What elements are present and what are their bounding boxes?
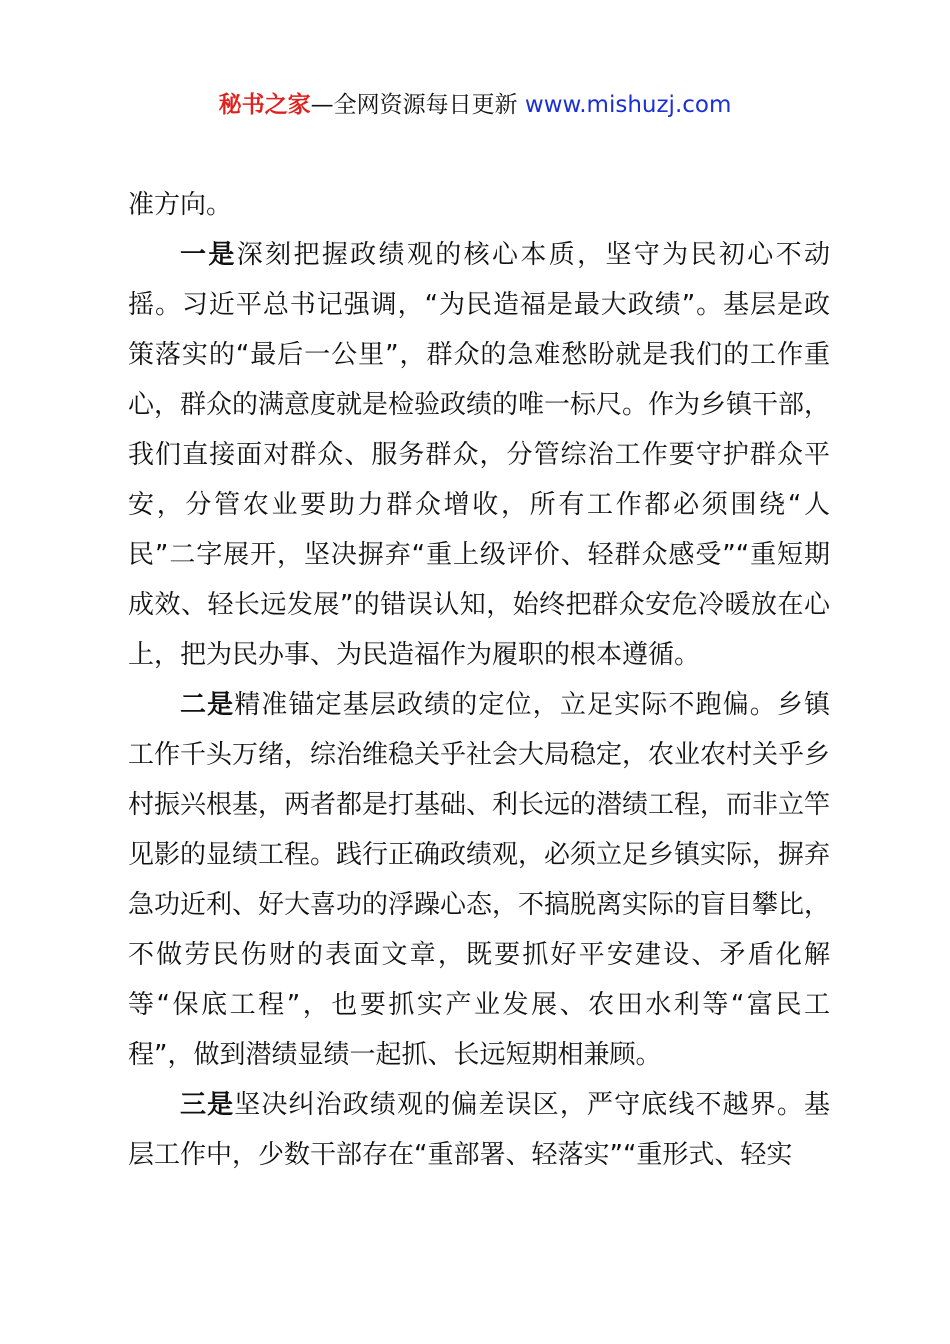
paragraph-lead: 二是 <box>180 690 235 720</box>
paragraph-lead: 三是 <box>180 1090 235 1120</box>
paragraph-text: 深刻把握政绩观的核心本质，坚守为民初心不动摇。习近平总书记强调，“为民造福是最大政绩”。基层是政策落实的“最后一公里”，群众的急难愁盼就是我们的工作重心，群众的满意度就是检验政绩的唯一标尺。作为乡镇干部，我们直接面对群众、服务群众，分管综治工作要守护群众平安，分管农业要助力群众增收，所有工作都必须围绕“人民”二字展开，坚决摒弃“重上级评价、轻群众感受”“重短期成效、轻长远发展”的错误认知，始终把群众安危冷暖放在心上，把为民办事、为民造福作为履职的根本遵循。 <box>128 240 831 670</box>
header-tagline: 全网资源每日更新 <box>333 92 518 118</box>
paragraph-text: 精准锚定基层政绩的定位，立足实际不跑偏。乡镇工作千头万绪，综治维稳关乎社会大局稳定，农业农村关乎乡村振兴根基，两者都是打基础、利长远的潜绩工程，而非立竿见影的显绩工程。践行正确政绩观，必须立足乡镇实际，摒弃急功近利、好大喜功的浮躁心态，不搞脱离实际的盲目攀比，不做劳民伤财的表面文章，既要抓好平安建设、矛盾化解等“保底工程”，也要抓实产业发展、农田水利等“富民工程”，做到潜绩显绩一起抓、长远短期相兼顾。 <box>128 690 831 1070</box>
paragraph-continuation <box>128 180 830 230</box>
page-header <box>0 89 950 121</box>
paragraph-lead: 一是 <box>180 240 237 270</box>
paragraph-two <box>128 680 830 1080</box>
header-separator: — <box>310 92 334 118</box>
paragraph-three <box>128 1080 830 1180</box>
paragraph-text: 坚决纠治政绩观的偏差误区，严守底线不越界。基层工作中，少数干部存在“重部署、轻落实”“重形式、轻实 <box>128 1090 830 1170</box>
brand-name: 秘书之家 <box>218 92 311 118</box>
document-body <box>128 180 830 1180</box>
paragraph-one <box>128 230 830 680</box>
header-url-link[interactable]: www.mishuzj.com <box>524 92 732 118</box>
paragraph-text: 准方向。 <box>128 190 233 220</box>
